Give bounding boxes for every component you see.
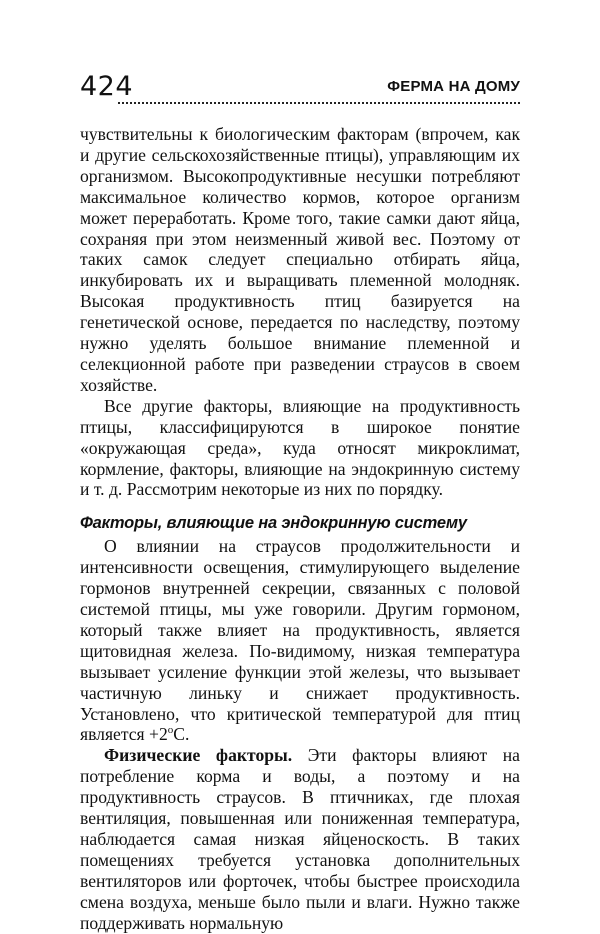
paragraph-physical-factors-text: Эти факторы влияют на потребление корма и воды, а поэтому и на продуктивность страусов. В птичниках, где плохая вентиляция, повышенная или пониженная температура, наблюдается самая низкая яйценоскость. В таких помещениях требуется установка дополнительных вентиляторов или форточек, чтобы быстрее происходила смена воздуха, меньше было пыли и влаги. Нужно также поддерживать нормальную <box>80 745 520 933</box>
paragraph-endocrine <box>80 536 520 745</box>
page-number: 424 <box>80 71 134 102</box>
page-header <box>80 72 520 106</box>
paragraph-environment: Все другие факторы, влияющие на продуктивность птицы, классифицируются в широкое понятие «окружающая среда», куда относят микроклимат, кормление, факторы, влияющие на эндокринную систему и т. д. Рассмотрим некоторые из них по порядку. <box>80 395 520 500</box>
paragraph-continued: чувствительны к биологическим факторам (впрочем, как и другие сельскохозяйственные птицы), управляющим их организмом. Высокопродуктивные несушки потребляют максимальное количество кормов, которое организм может переработать. Кроме того, такие самки дают яйца, сохраняя при этом неизменный живой вес. Поэтому от таких самок следует специально отбирать яйца, инкубировать их и выращивать племенной молодняк. Высокая продуктивность птиц базируется на генетической основе, передается по наследству, поэтому нужно уделять большое внимание племенной и селекционной работе при разведении страусов в своем хозяйстве. <box>80 124 520 395</box>
section-heading: Факторы, влияющие на эндокринную систему <box>80 514 467 533</box>
temperature-unit: С. <box>173 724 190 745</box>
header-dotted-rule <box>118 102 520 104</box>
running-title: ФЕРМА НА ДОМУ <box>387 78 520 95</box>
paragraph-physical-factors <box>80 745 520 933</box>
paragraph-endocrine-text: О влиянии на страусов продолжительности и интенсивности освещения, стимулирующего выделение гормонов внутренней секреции, связанных с половой системой птицы, мы уже говорили. Другим гормоном, который также влияет на продуктивность, является щитовидная железа. По-видимому, низкая температура вызывает усиление функции этой железы, что вызывает частичную линьку и снижает продуктивность. Установлено, что критической температурой для птиц является +2 <box>80 536 520 745</box>
term-physical-factors: Физические факторы. <box>104 745 293 766</box>
body-text <box>80 124 520 934</box>
degree-sign: o <box>167 724 174 737</box>
